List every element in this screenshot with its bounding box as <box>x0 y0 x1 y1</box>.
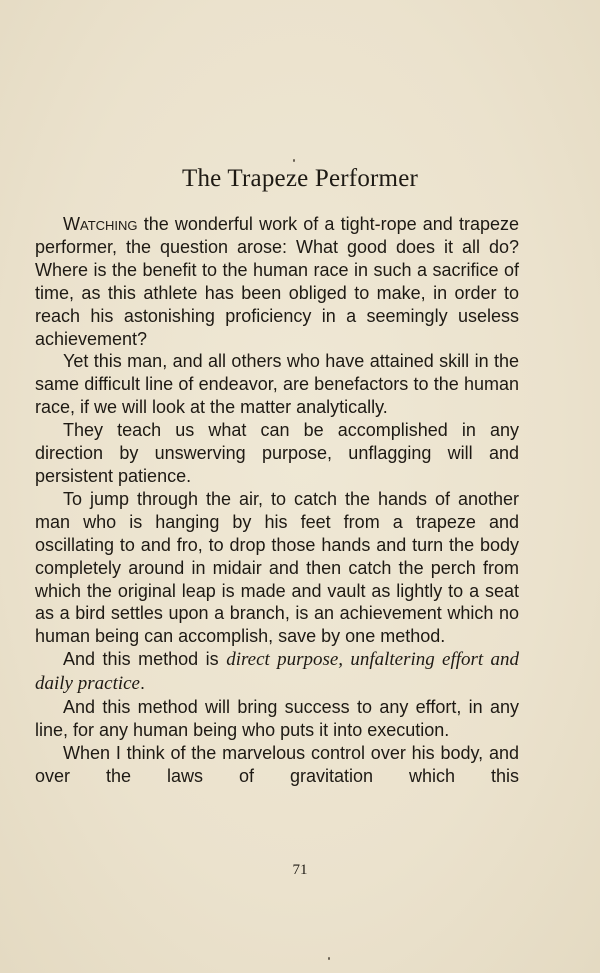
paragraph-1-text: the wonderful work of a tight-rope and trapeze performer, the question arose: What good does it all do? Where is the benefit to the human race in such a sacrifice of time, as this athlete has been obliged to make, in order to reach his astonishing proficiency in a seemingly useless achievement? <box>35 214 519 349</box>
paragraph-2: Yet this man, and all others who have attained skill in the same difficult line of endeavor, are benefactors to the human race, if we will look at the matter analytically. <box>35 351 519 418</box>
paragraph-5-text: And this method is <box>63 649 227 670</box>
page-number: 71 <box>292 862 308 878</box>
paragraph-4: To jump through the air, to catch the hands of another man who is hanging by his feet from a trapeze and oscillating to and fro, to drop those hands and turn the body completely around in midair and then catch the perch from which the original leap is made and vault as lightly to a seat as a bird settles upon a branch, is an achievement which no human being can accomplish, save by one method. <box>35 488 519 647</box>
body-text <box>35 213 519 788</box>
ink-speck <box>328 957 330 960</box>
drop-lead-word: Watching <box>63 214 138 234</box>
emphasized-phrase: direct purpose, unfaltering effort and daily practice <box>35 649 519 695</box>
paragraph-5-tail: . <box>140 673 146 694</box>
paragraph-3: They teach us what can be accomplished in any direction by unswerving purpose, unflagging will and persistent patience. <box>35 420 519 486</box>
paragraph-5 <box>35 648 519 696</box>
paragraph-1 <box>35 213 519 350</box>
ink-speck <box>293 159 295 162</box>
paragraph-7: When I think of the marvelous control over his body, and over the laws of gravitation which this <box>35 742 519 786</box>
chapter-title: The Trapeze Performer <box>181 165 419 192</box>
paragraph-6: And this method will bring success to any effort, in any line, for any human being who puts it into execution. <box>35 697 519 740</box>
